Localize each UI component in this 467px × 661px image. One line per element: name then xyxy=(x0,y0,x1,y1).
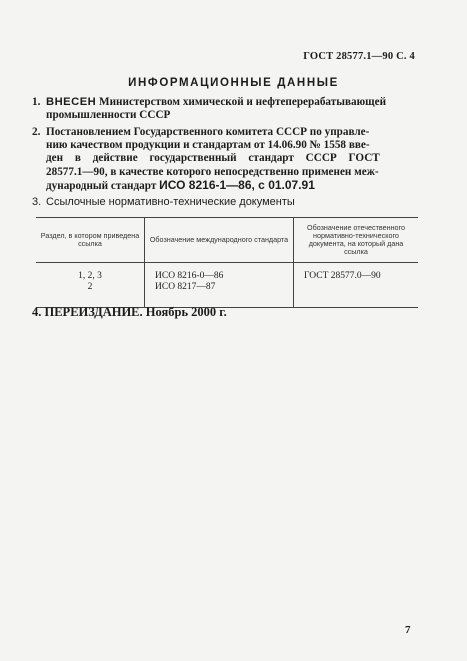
item-2-line-1: Постановлением Государственного комитета СССР по управле- xyxy=(46,126,370,138)
info-item-2 xyxy=(32,126,418,193)
section-cell xyxy=(36,263,145,308)
item-number: 2. xyxy=(32,126,41,138)
item-1-line-1 xyxy=(46,96,418,109)
domestic-document-cell xyxy=(294,263,419,308)
section-title: ИНФОРМАЦИОННЫЕ ДАННЫЕ xyxy=(128,77,339,89)
section-value: 2 xyxy=(87,282,93,292)
item-number: 3. xyxy=(32,196,42,208)
table-row xyxy=(36,263,418,308)
table-header-row xyxy=(36,218,418,263)
item-1-line-2: промышленности СССР xyxy=(46,109,171,122)
intl-standard-value: ИСО 8216-0—86 xyxy=(155,271,224,281)
item-2-line-5-prefix: дународный стандарт xyxy=(46,179,160,192)
info-item-1 xyxy=(32,96,418,122)
reference-documents-table xyxy=(36,217,418,308)
info-item-3 xyxy=(32,196,418,209)
standard-code-header: ГОСТ 28577.1—90 С. 4 xyxy=(303,51,415,62)
international-standard-ref: ИСО 8216-1—86, с 01.07.91 xyxy=(159,177,315,192)
column-header-domestic: Обозначение отечественного нормативно-технического документа, на который дана ссылка xyxy=(294,218,419,263)
international-standard-cell xyxy=(145,263,294,308)
item-2-line-5 xyxy=(46,179,418,193)
column-header-section: Раздел, в котором приведена ссылка xyxy=(36,218,145,263)
item-1-lead: ВНЕСЕН xyxy=(46,96,97,108)
item-2-line-2: нию качеством продукции и стандартам от 14.06.90 № 1558 вве- xyxy=(46,139,370,152)
item-3-text: Ссылочные нормативно-технические документы xyxy=(46,196,295,208)
item-2-line-4: 28577.1—90, в качестве которого непосредственно применен меж- xyxy=(46,165,379,178)
intl-standard-value: ИСО 8217—87 xyxy=(155,282,216,292)
column-header-international: Обозначение международного стандарта xyxy=(145,218,294,263)
item-1-line-1-rest: Министерством химической и нефтеперерабатывающей xyxy=(96,96,387,108)
reissue-note: 4. ПЕРЕИЗДАНИЕ. Ноябрь 2000 г. xyxy=(32,305,227,319)
domestic-document-value: ГОСТ 28577.0—90 xyxy=(304,271,381,281)
page-number: 7 xyxy=(405,624,411,636)
item-number: 1. xyxy=(32,96,41,108)
item-2-line-3: ден в действие государственный стандарт СССР ГОСТ xyxy=(46,152,380,165)
section-value: 1, 2, 3 xyxy=(78,271,102,281)
